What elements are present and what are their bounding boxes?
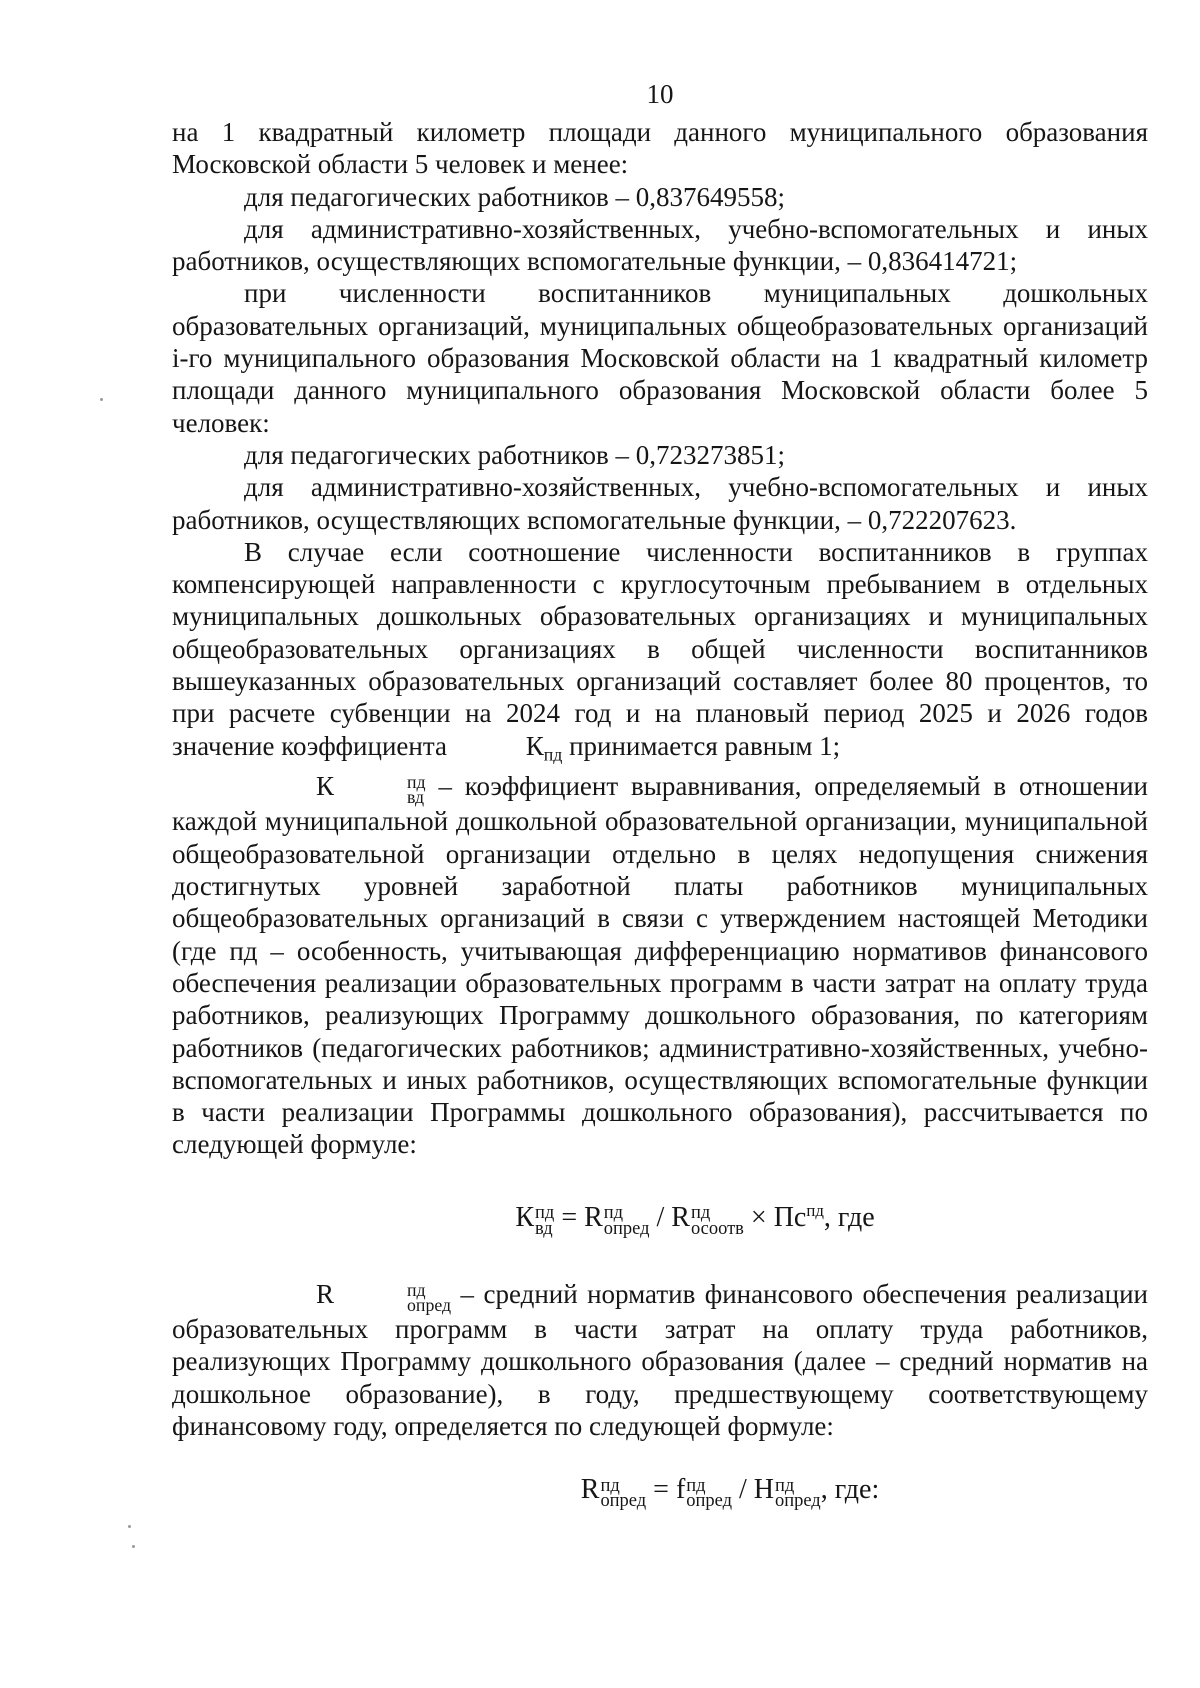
paragraph-ped-high: для педагогических работников – 0,723273851;	[244, 439, 785, 470]
compensating-groups-text: В случае если соотношение численности воспитанников в группах компенсирующей направленности с круглосуточным пребыванием в отдельных муниципальных дошкольных образовательных организациях и муниципальных общеобразовательных организациях в общей численности воспитанников вышеуказанных образовательных организаций составляет более 80 процентов, то при расчете субвенции на 2024 год и на плановый период 2025 и 2026 годов значение коэффициента	[172, 536, 1148, 761]
paragraph-density-high: при численности воспитанников муниципальных дошкольных образовательных организаций, муниципальных общеобразовательных организаций i-го муниципального образования Московской области на 1 квадратный километр площади данного муниципального образования Московской области более 5 человек:	[172, 278, 1148, 438]
formula-kvd-pc: $Пс^{пд}$	[773, 1200, 824, 1233]
compensating-groups-tail: принимается равным 1;	[562, 730, 841, 761]
paragraph-ped-low: для педагогических работников – 0,837649558;	[244, 181, 785, 212]
paragraph-density-low: на 1 квадратный километр площади данного муниципального образования Московской области 5 человек и менее:	[172, 117, 1148, 180]
formula-ropred-r: R пд опред	[580, 1474, 647, 1511]
k-pd-symbol: Кпд	[525, 730, 563, 764]
formula-ropred-h: Н пд опред	[753, 1474, 821, 1511]
k-vd-pd-symbol: К пд вд	[316, 771, 426, 808]
paragraph-ropred-definition	[172, 1278, 1148, 1442]
paragraph-kvd-definition	[172, 770, 1148, 1160]
scan-speck	[132, 1545, 135, 1548]
formula-kvd: К пд вд = R пд опред / R пд осоотв × $Пс^{пд}$, где	[172, 1191, 1148, 1238]
scan-speck	[100, 398, 103, 401]
formula-ropred: R пд опред = f пд опред / Н пд опред , где:	[172, 1470, 1148, 1510]
formula-ropred-f: f пд опред	[675, 1474, 732, 1511]
page-number: 10	[646, 79, 674, 109]
paragraph-admin-low: для административно-хозяйственных, учебно-вспомогательных и иных работников, осуществляющих вспомогательные функции, – 0,836414721;	[172, 213, 1148, 277]
formula-kvd-r-opred: R пд опред	[584, 1201, 650, 1239]
ropred-definition-text: – средний норматив финансового обеспечения реализации образовательных программ в части затрат на оплату труда работников, реализующих Программу дошкольного образования (далее – средний норматив на дошкольное образование), в году, предшествующему соответствующему финансовому году, определяется по следующей формуле:	[172, 1278, 1148, 1441]
formula-kvd-r-osootv: R пд осоотв	[671, 1201, 744, 1239]
r-opred-symbol: R пд опред	[316, 1278, 452, 1315]
formula-kvd-k: К пд вд	[515, 1201, 555, 1239]
paragraph-compensating-groups	[172, 536, 1148, 770]
kvd-definition-text: – коэффициент выравнивания, определяемый в отношении каждой муниципальной дошкольной образовательной организации, муниципальной общеобразовательной организации отдельно в целях недопущения снижения достигнутых уровней заработной платы работников муниципальных общеобразовательных организаций в связи с утверждением настоящей Методики (где пд – особенность, учитывающая дифференциацию нормативов финансового обеспечения реализации образовательных программ в части затрат на оплату труда работников, реализующих Программу дошкольного образования, по категориям работников (педагогических работников; административно-хозяйственных, учебно-вспомогательных и иных работников, осуществляющих вспомогательные функции в части реализации Программы дошкольного образования), рассчитывается по следующей формуле:	[172, 771, 1148, 1160]
scan-speck	[128, 1525, 131, 1528]
document-page	[172, 78, 1148, 1510]
paragraph-admin-high: для административно-хозяйственных, учебно-вспомогательных и иных работников, осуществляющих вспомогательные функции, – 0,722207623.	[172, 472, 1148, 535]
